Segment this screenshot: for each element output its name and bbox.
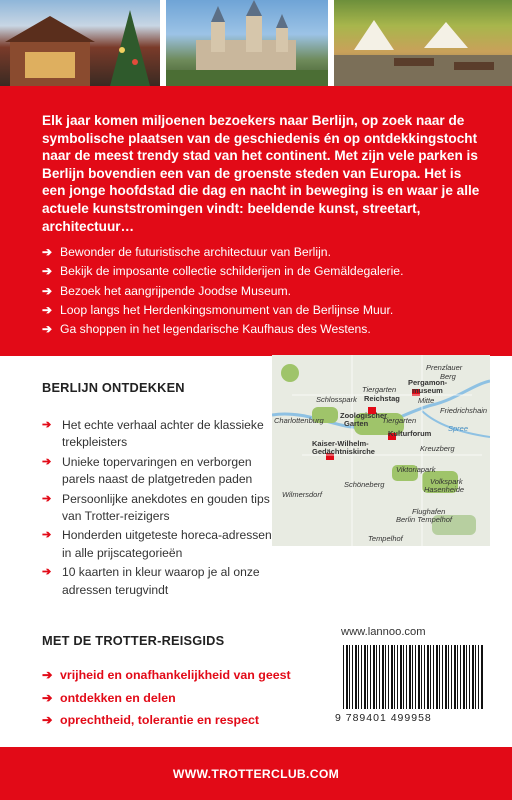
map-label: Tiergarten	[362, 385, 397, 394]
map-label: Mitte	[418, 396, 435, 405]
feature-item: ➔ Unieke topervaringen en verborgen parels naast de platgetreden paden	[42, 454, 253, 487]
highlight-item: ➔ Loop langs het Herdenkingsmonument van de Berlijnse Muur.	[42, 301, 403, 320]
arrow-right-icon: ➔	[42, 302, 53, 317]
map-label: Flughafen	[412, 507, 446, 516]
map-label: Berlin Tempelhof	[396, 515, 453, 524]
arrow-right-icon: ➔	[42, 713, 53, 727]
value-item: ➔ oprechtheid, tolerantie en respect	[42, 709, 291, 732]
isbn-number: 9 789401 499958	[335, 712, 432, 724]
castle-photo	[166, 0, 328, 86]
intro-text: Elk jaar komen miljoenen bezoekers naar Berlijn, op zoek naar de symbolische plaatsen van de geschiedenis én op ontdekkingstocht naar de meest trendy stad van het continent. Met zijn vele parken is Berlijn bovendien een van de groenste steden van Europa. Het is een jonge hoofdstad die dag en nacht in beweging is en waar je alle actuele kunststromingen vindt: beeldende kunst, streetart, architectuur…	[42, 113, 480, 234]
map-label: Tiergarten	[382, 416, 417, 425]
arrow-right-icon: ➔	[42, 283, 53, 298]
value-item: ➔ ontdekken en delen	[42, 687, 291, 710]
map-label: Hasenheide	[424, 485, 465, 494]
arrow-right-icon: ➔	[42, 264, 53, 279]
feature-item: ➔ Het echte verhaal achter de klassieke trekpleisters	[42, 418, 264, 450]
arrow-right-icon: ➔	[42, 492, 52, 505]
map-label: Tempelhof	[368, 534, 403, 543]
publisher-website: www.lannoo.com	[341, 626, 426, 638]
map-label: Berg	[440, 372, 456, 381]
arrow-right-icon: ➔	[42, 690, 53, 705]
arrow-right-icon: ➔	[42, 245, 53, 259]
map-label: Volkspark	[430, 477, 463, 486]
map-label: Schöneberg	[344, 480, 385, 489]
map-label: Kulturforum	[388, 429, 432, 438]
arrow-right-icon: ➔	[42, 419, 52, 431]
arrow-right-icon: ➔	[42, 529, 52, 542]
feature-item: ➔ Persoonlijke anekdotes en gouden tips van Trotter-reizigers	[42, 491, 270, 524]
christmas-market-photo	[0, 0, 160, 86]
arrow-right-icon: ➔	[42, 566, 52, 579]
beer-garden-photo	[334, 0, 512, 86]
map-label: Charlottenburg	[274, 416, 324, 425]
highlight-item: ➔ Bewonder de futuristische architectuur van Berlijn.	[42, 243, 403, 262]
map-label: Viktoriapark	[396, 465, 436, 474]
feature-item: ➔ Honderden uitgeteste horeca-adressen in alle prijscategorieën	[42, 528, 272, 560]
berlin-map	[272, 355, 490, 546]
map-label: Kaiser-Wilhelm-	[312, 439, 369, 448]
map-label: Gedächtniskirche	[312, 447, 375, 456]
map-label: Spree	[448, 424, 469, 433]
map-label: Prenzlauer	[426, 363, 463, 372]
arrow-right-icon: ➔	[42, 322, 53, 337]
barcode	[343, 645, 484, 709]
map-label: Friedrichshain	[440, 406, 488, 415]
section-title-ontdekken: BERLIJN ONTDEKKEN	[42, 380, 185, 395]
map-label: museum	[412, 386, 443, 395]
map-label: Zoologischer	[340, 411, 388, 420]
footer-url: WWW.TROTTERCLUB.COM	[172, 767, 340, 781]
features-list	[42, 417, 272, 601]
value-item: ➔ vrijheid en onafhankelijkheid van geest	[42, 664, 291, 687]
arrow-right-icon: ➔	[42, 455, 52, 468]
map-label: Schlosspark	[316, 395, 357, 404]
values-list	[42, 664, 291, 732]
highlight-item: ➔ Bekijk de imposante collectie schilderijen in de Gemäldegalerie.	[42, 262, 403, 281]
highlight-item: ➔ Bezoek het aangrijpende Joodse Museum.	[42, 282, 403, 301]
cover-photo-strip	[0, 0, 512, 86]
highlights-list	[42, 243, 403, 339]
map-label: Reichstag	[364, 394, 400, 403]
arrow-right-icon: ➔	[42, 668, 53, 682]
section-title-reisgids: MET DE TROTTER-REISGIDS	[42, 633, 225, 648]
map-label: Kreuzberg	[420, 444, 455, 453]
highlight-item: ➔ Ga shoppen in het legendarische Kaufhaus des Westens.	[42, 320, 403, 339]
feature-item: ➔ 10 kaarten in kleur waarop je al onze adressen terugvindt	[42, 565, 260, 597]
map-label: Pergamon-	[408, 378, 448, 387]
map-label: Wilmersdorf	[282, 490, 322, 499]
map-label: Garten	[344, 419, 369, 428]
